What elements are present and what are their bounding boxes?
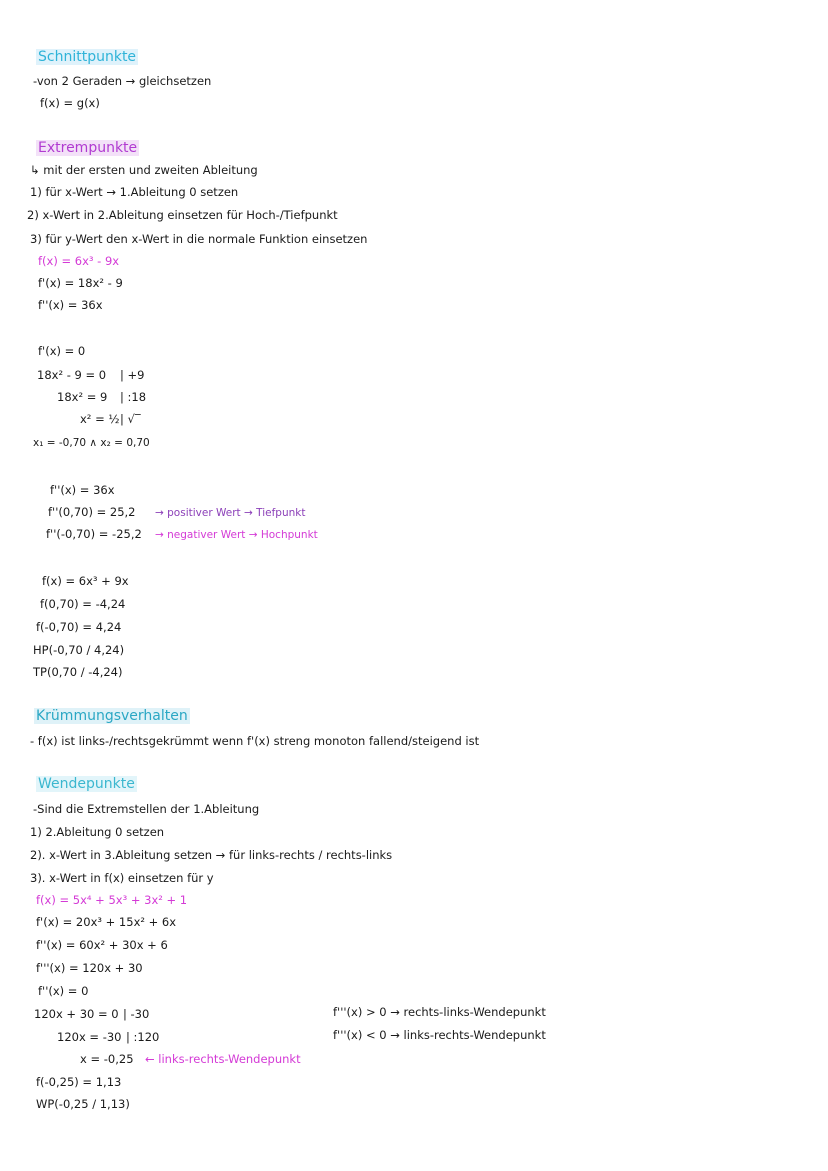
wendepunkte-rule-2: f'''(x) < 0 → links-rechts-Wendepunkt: [333, 1028, 546, 1042]
extrempunkte-step-2: 2) x-Wert in 2.Ableitung einsetzen für Hoch-/Tiefpunkt: [27, 208, 338, 222]
extrempunkte-hochpunkt: HP(-0,70 / 4,24): [33, 643, 125, 657]
extrempunkte-test-negative: f''(-0,70) = -25,2: [46, 527, 142, 541]
extrempunkte-test-positive: f''(0,70) = 25,2: [48, 505, 136, 519]
extrempunkte-equation-3: x² = ½: [80, 412, 120, 426]
wendepunkte-second-derivative: f''(x) = 60x² + 30x + 6: [36, 938, 168, 952]
wendepunkte-solution-note: ← links-rechts-Wendepunkt: [145, 1052, 301, 1066]
extrempunkte-intro: ↳ mit der ersten und zweiten Ableitung: [30, 163, 258, 177]
extrempunkte-function-y: f(x) = 6x³ + 9x: [42, 574, 129, 588]
heading-extrempunkte: Extrempunkte: [38, 140, 138, 156]
schnittpunkte-line-2: f(x) = g(x): [40, 96, 100, 110]
wendepunkte-solution: x = -0,25: [80, 1052, 134, 1066]
wendepunkte-step-2: 2). x-Wert in 3.Ableitung setzen → für links-rechts / rechts-links: [30, 848, 393, 862]
extrempunkte-set-zero: f'(x) = 0: [38, 344, 86, 358]
wendepunkte-third-derivative: f'''(x) = 120x + 30: [36, 961, 143, 975]
extrempunkte-roots: x₁ = -0,70 ∧ x₂ = 0,70: [33, 437, 150, 449]
wendepunkte-operation-1: | -30: [123, 1007, 150, 1021]
extrempunkte-step-3: 3) für y-Wert den x-Wert in die normale Funktion einsetzen: [30, 232, 368, 246]
extrempunkte-function: f(x) = 6x³ - 9x: [38, 254, 120, 268]
extrempunkte-equation-2: 18x² = 9: [57, 390, 108, 404]
wendepunkte-function: f(x) = 5x⁴ + 5x³ + 3x² + 1: [36, 893, 188, 907]
heading-kruemmungsverhalten: Krümmungsverhalten: [36, 708, 188, 724]
wendepunkte-rule-1: f'''(x) > 0 → rechts-links-Wendepunkt: [333, 1005, 546, 1019]
extrempunkte-value-1: f(0,70) = -4,24: [40, 597, 126, 611]
wendepunkte-equation-1: 120x + 30 = 0: [34, 1007, 119, 1021]
wendepunkte-step-1: 1) 2.Ableitung 0 setzen: [30, 825, 165, 839]
extrempunkte-operation-1: | +9: [120, 368, 145, 382]
heading-schnittpunkte: Schnittpunkte: [38, 49, 137, 65]
extrempunkte-tiefpunkt: TP(0,70 / -4,24): [33, 665, 123, 679]
extrempunkte-second-derivative-repeat: f''(x) = 36x: [50, 483, 115, 497]
extrempunkte-second-derivative: f''(x) = 36x: [38, 298, 103, 312]
extrempunkte-operation-3: | √‾: [120, 412, 141, 426]
extrempunkte-note-tiefpunkt: → positiver Wert → Tiefpunkt: [155, 507, 306, 519]
schnittpunkte-line-1: -von 2 Geraden → gleichsetzen: [33, 74, 212, 88]
wendepunkte-wendepunkt: WP(-0,25 / 1,13): [36, 1097, 130, 1111]
extrempunkte-first-derivative: f'(x) = 18x² - 9: [38, 276, 123, 290]
extrempunkte-note-hochpunkt: → negativer Wert → Hochpunkt: [155, 529, 318, 541]
wendepunkte-step-3: 3). x-Wert in f(x) einsetzen für y: [30, 871, 214, 885]
extrempunkte-equation-1: 18x² - 9 = 0: [37, 368, 107, 382]
wendepunkte-equation-2: 120x = -30: [57, 1030, 122, 1044]
wendepunkte-first-derivative: f'(x) = 20x³ + 15x² + 6x: [36, 915, 177, 929]
extrempunkte-step-1: 1) für x-Wert → 1.Ableitung 0 setzen: [30, 185, 239, 199]
heading-wendepunkte: Wendepunkte: [38, 776, 135, 792]
extrempunkte-value-2: f(-0,70) = 4,24: [36, 620, 122, 634]
wendepunkte-intro: -Sind die Extremstellen der 1.Ableitung: [33, 802, 260, 816]
wendepunkte-operation-2: | :120: [126, 1030, 160, 1044]
extrempunkte-operation-2: | :18: [120, 390, 147, 404]
kruemmung-text: - f(x) ist links-/rechtsgekrümmt wenn f'(x) streng monoton fallend/steigend ist: [30, 734, 480, 748]
wendepunkte-set-zero: f''(x) = 0: [38, 984, 89, 998]
wendepunkte-y-value: f(-0,25) = 1,13: [36, 1075, 122, 1089]
